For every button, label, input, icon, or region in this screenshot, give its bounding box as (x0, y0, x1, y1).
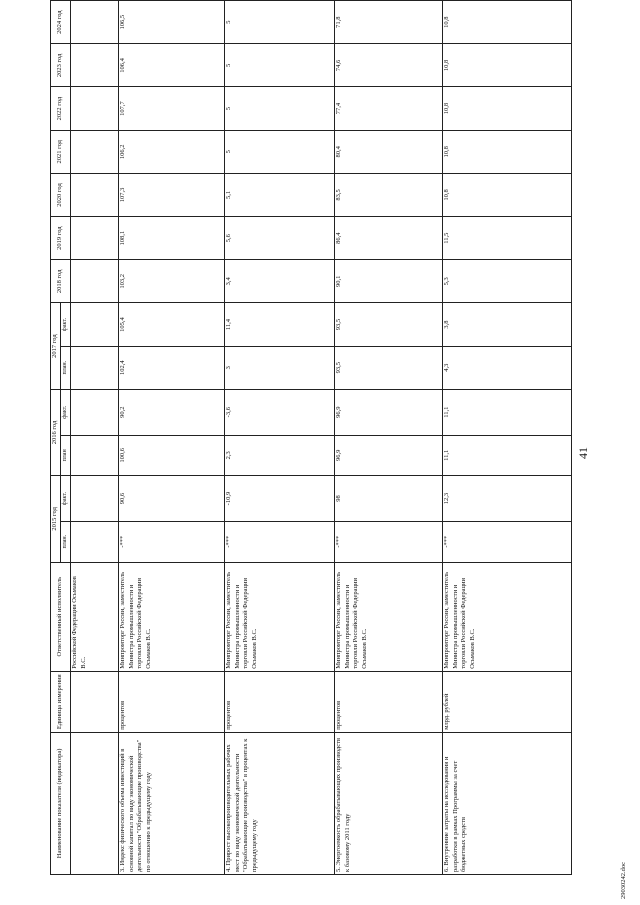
value-2024: 71,8 (334, 1, 442, 44)
header-2018: 2018 год (51, 260, 71, 303)
table-row (334, 1, 442, 875)
value-2021: 106,2 (118, 130, 224, 173)
value-2020: 83,5 (334, 173, 442, 216)
value-2017-fact: 93,5 (334, 303, 442, 346)
value-2018: 90,1 (334, 260, 442, 303)
value-2022: 10,8 (442, 87, 571, 130)
value-2017-fact: 105,4 (118, 303, 224, 346)
value-2016-plan: 2,3 (224, 435, 334, 476)
value-2022: 77,4 (334, 87, 442, 130)
value-2019: 86,4 (334, 217, 442, 260)
indicator-table (50, 0, 572, 875)
header-responsible: Ответственный исполнитель (51, 562, 71, 671)
header-2019: 2019 год (51, 217, 71, 260)
value-2015-fact: 90,6 (118, 476, 224, 522)
header-2021: 2021 год (51, 130, 71, 173)
header-2017: 2017 год (51, 303, 61, 389)
indicator-unit: млрд. рублей (442, 671, 571, 732)
table-row (118, 1, 224, 875)
value-2015-plan: -*** (334, 521, 442, 562)
indicator-responsible: Минпромторг России, заместитель Министра промышленности и торговли Российской Федерации Осьмаков В.С. (224, 562, 334, 671)
value-2017-plan: 4,3 (442, 346, 571, 389)
value-2024: 10,8 (442, 1, 571, 44)
value-2017-plan: 3 (224, 346, 334, 389)
value-2022: 107,7 (118, 87, 224, 130)
indicator-responsible: Минпромторг России, заместитель Министра промышленности и торговли Российской Федерации Осьмаков В.С. (442, 562, 571, 671)
value-2024: 5 (224, 1, 334, 44)
value-2016-fact: 11,1 (442, 389, 571, 435)
value-2022: 5 (224, 87, 334, 130)
value-2018: 103,2 (118, 260, 224, 303)
header-2023: 2023 год (51, 44, 71, 87)
value-2017-plan: 93,5 (334, 346, 442, 389)
header-2017-fact: факт. (60, 303, 70, 346)
value-2023: 10,8 (442, 44, 571, 87)
indicator-unit: процентов (224, 671, 334, 732)
table-header (51, 1, 71, 875)
continuation-responsible: Российской Федерации Осьмаков В.С. (70, 562, 118, 671)
value-2019: 5,6 (224, 217, 334, 260)
value-2020: 107,3 (118, 173, 224, 216)
value-2021: 80,4 (334, 130, 442, 173)
header-2015: 2015 год (51, 476, 61, 562)
document-code: 29030242.doc (620, 861, 627, 899)
table-row (442, 1, 571, 875)
value-2020: 5,1 (224, 173, 334, 216)
value-2021: 5 (224, 130, 334, 173)
value-2018: 3,4 (224, 260, 334, 303)
header-2015-plan: план. (60, 521, 70, 562)
indicator-responsible: Минпромторг России, заместитель Министра промышленности и торговли Российской Федерации Осьмаков В.С. (334, 562, 442, 671)
indicator-name: 3. Индекс физического объема инвестиций в основной капитал по виду экономической деятельности "Обрабатывающие производства" по отношению к предыдущему году (118, 732, 224, 874)
value-2016-fact: 90,2 (118, 389, 224, 435)
indicator-name: 5. Энергоемкость обрабатывающих производств к базовому 2011 году (334, 732, 442, 874)
value-2024: 106,5 (118, 1, 224, 44)
value-2021: 10,8 (442, 130, 571, 173)
value-2016-plan: 100,6 (118, 435, 224, 476)
table-row-continuation (70, 1, 118, 875)
header-2016: 2016 год (51, 389, 61, 475)
value-2016-plan: 96,9 (334, 435, 442, 476)
value-2015-fact: -10,9 (224, 476, 334, 522)
value-2019: 11,5 (442, 217, 571, 260)
header-2022: 2022 год (51, 87, 71, 130)
value-2015-plan: -*** (442, 521, 571, 562)
indicator-unit: процентов (334, 671, 442, 732)
header-2020: 2020 год (51, 173, 71, 216)
value-2016-fact: -3,6 (224, 389, 334, 435)
header-2024: 2024 год (51, 1, 71, 44)
value-2017-fact: 3,8 (442, 303, 571, 346)
value-2023: 106,4 (118, 44, 224, 87)
header-unit: Единица измерения (51, 671, 71, 732)
value-2023: 5 (224, 44, 334, 87)
value-2015-plan: -*** (118, 521, 224, 562)
indicator-name: 4. Прирост высокопроизводительных рабочих мест по виду экономической деятельности "Обрабатывающие производства" в процентах к предыдущему году (224, 732, 334, 874)
indicator-name: 6. Внутренние затраты на исследования и разработки в рамках Программы за счет бюджетных средств (442, 732, 571, 874)
header-2017-plan: план. (60, 346, 70, 389)
value-2017-fact: 11,4 (224, 303, 334, 346)
header-2016-fact: факт. (60, 389, 70, 435)
value-2023: 74,6 (334, 44, 442, 87)
value-2015-fact: 12,3 (442, 476, 571, 522)
header-2016-plan: план (60, 435, 70, 476)
value-2015-fact: 98 (334, 476, 442, 522)
header-2015-fact: факт. (60, 476, 70, 522)
value-2016-plan: 11,1 (442, 435, 571, 476)
value-2018: 5,3 (442, 260, 571, 303)
value-2015-plan: -*** (224, 521, 334, 562)
value-2020: 10,8 (442, 173, 571, 216)
indicator-unit: процентов (118, 671, 224, 732)
page-number: 41 (576, 447, 590, 459)
header-name: Наименование показателя (индикатора) (51, 732, 71, 874)
value-2017-plan: 102,4 (118, 346, 224, 389)
indicator-responsible: Минпромторг России, заместитель Министра промышленности и торговли Российской Федерации Осьмаков В.С. (118, 562, 224, 671)
value-2019: 108,1 (118, 217, 224, 260)
value-2016-fact: 96,9 (334, 389, 442, 435)
table-row (224, 1, 334, 875)
